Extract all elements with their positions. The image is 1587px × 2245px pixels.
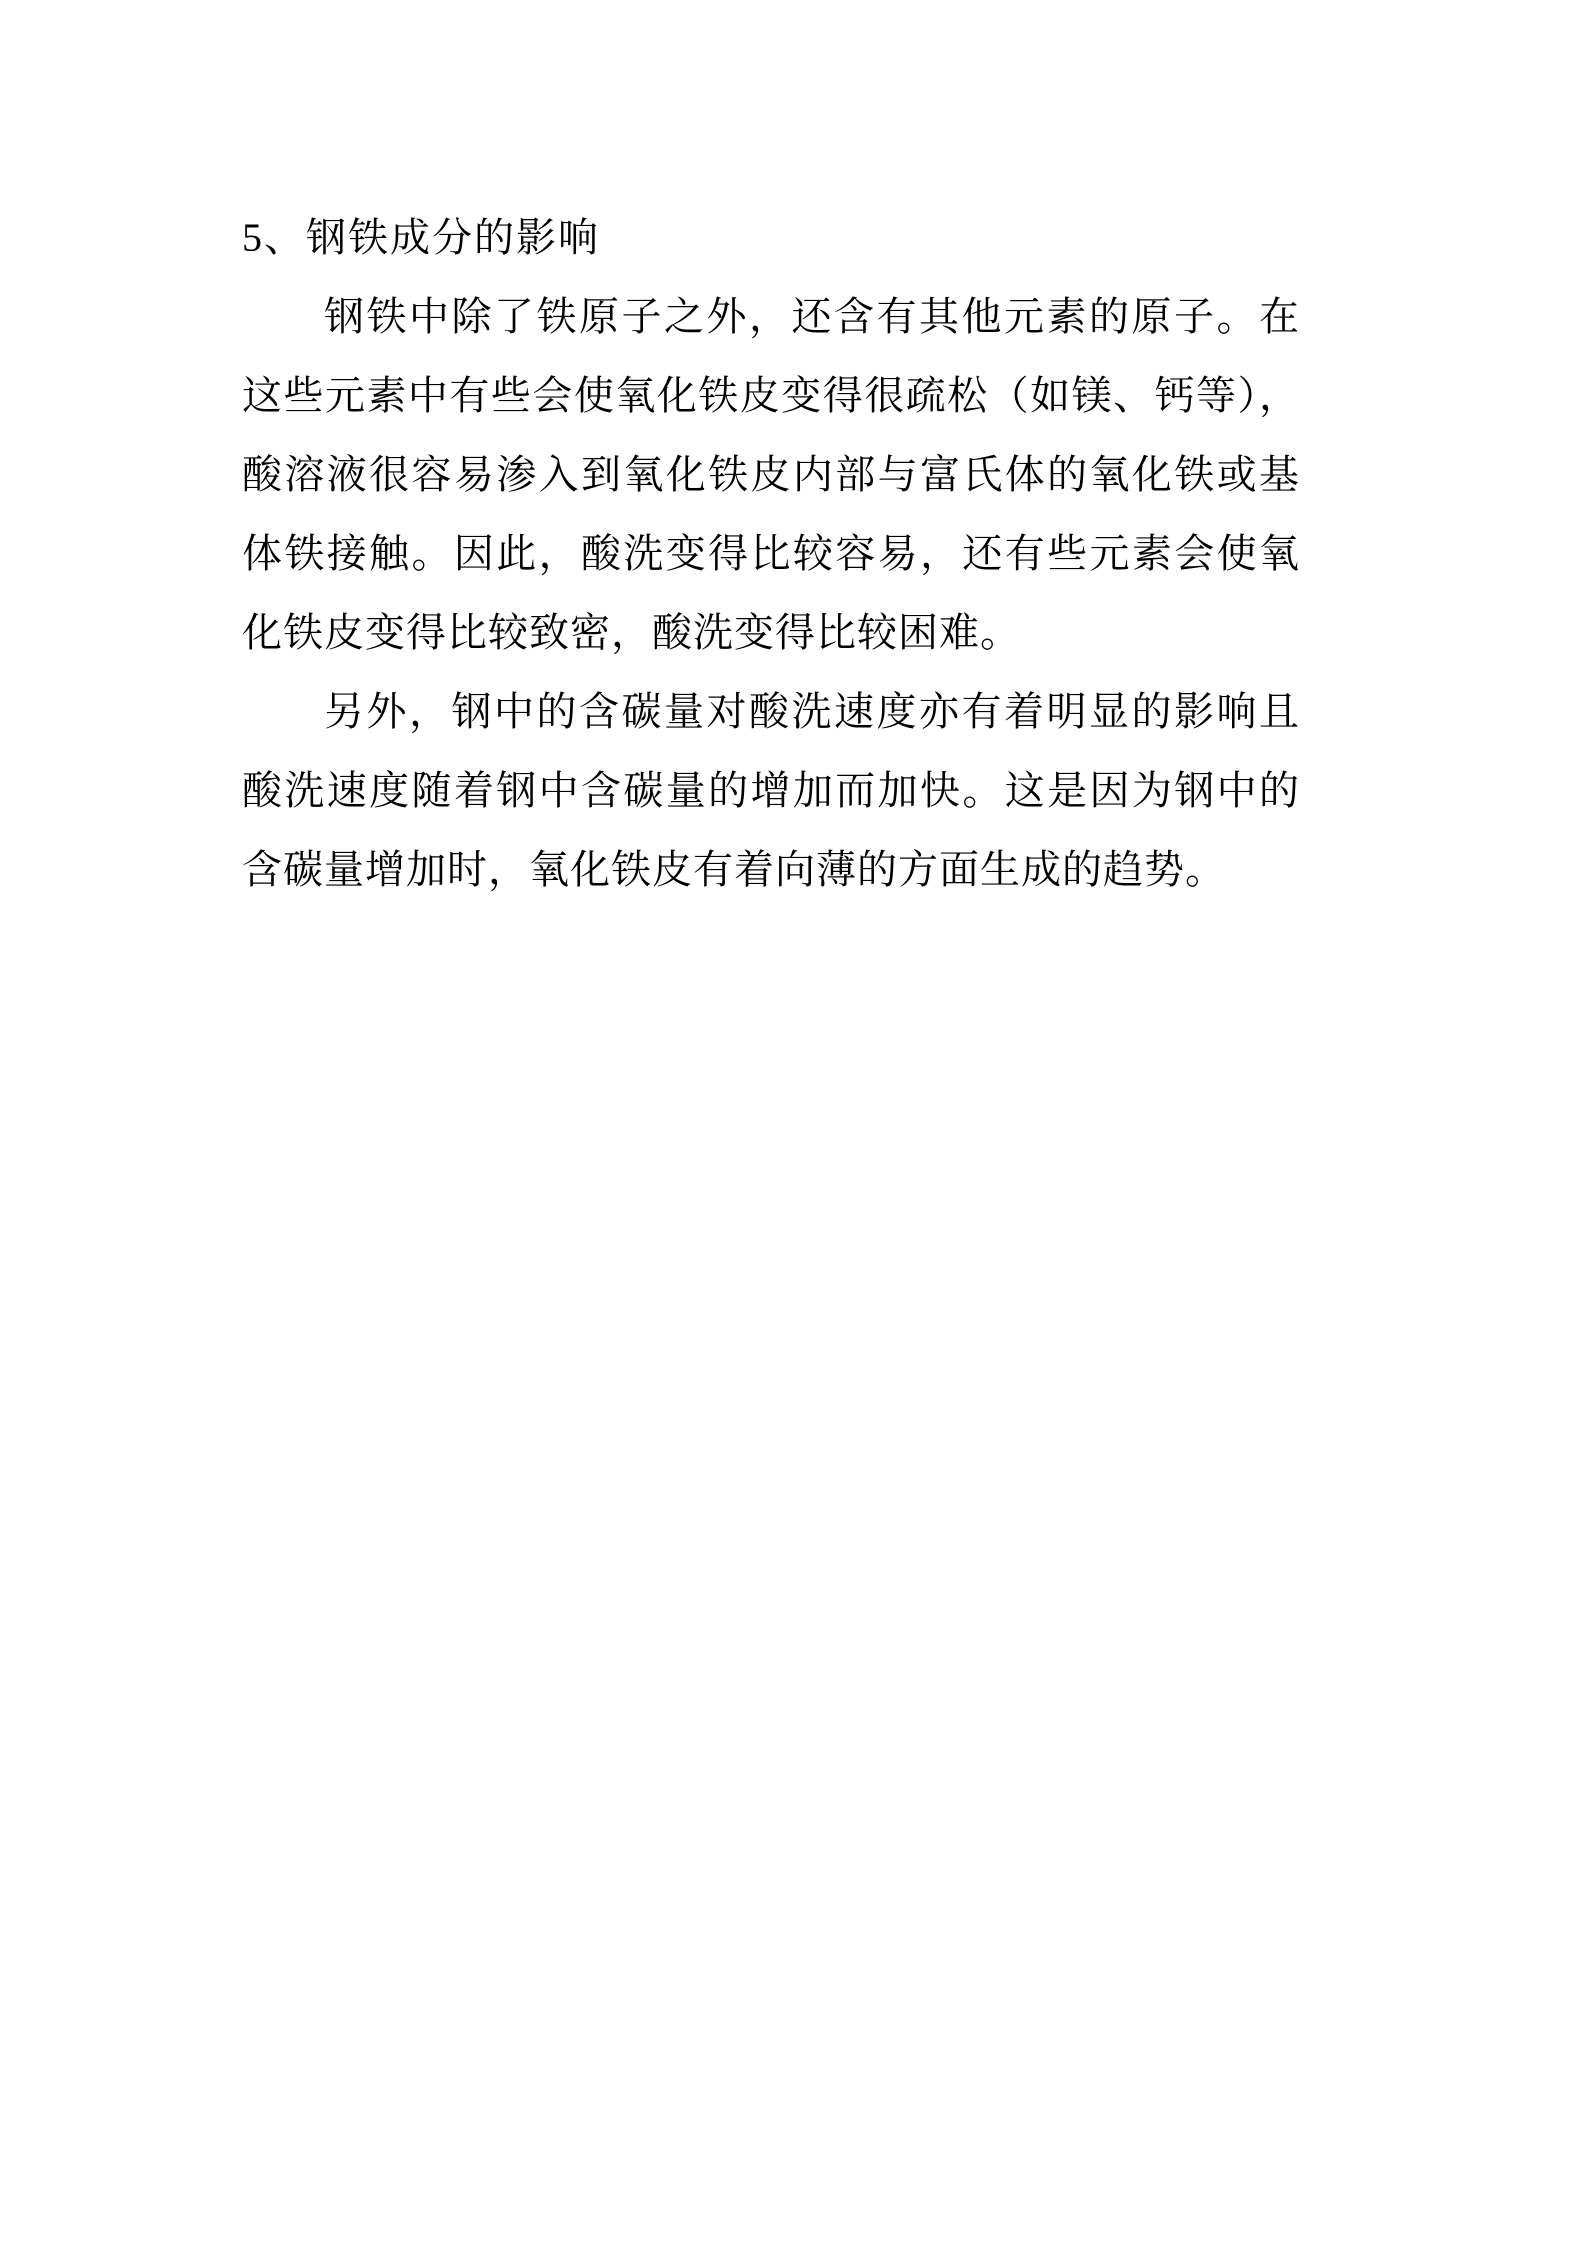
paragraph-line: 钢铁中除了铁原子之外，还含有其他元素的原子。在 [324, 294, 1300, 339]
paragraph-line: 这些元素中有些会使氧化铁皮变得很疏松（如镁、钙等）， [242, 373, 1300, 418]
section-heading: 5、钢铁成分的影响 [242, 215, 600, 260]
paragraph-line: 含碳量增加时，氧化铁皮有着向薄的方面生成的趋势。 [242, 847, 1226, 892]
paragraph-line: 酸溶液很容易渗入到氧化铁皮内部与富氏体的氧化铁或基 [242, 452, 1300, 497]
paragraph [242, 277, 1300, 672]
paragraph [242, 672, 1300, 909]
paragraph-line: 体铁接触。因此，酸洗变得比较容易，还有些元素会使氧 [242, 531, 1300, 576]
paragraph-line: 另外，钢中的含碳量对酸洗速度亦有着明显的影响且 [324, 689, 1300, 734]
document-text-block [242, 198, 1300, 909]
paragraph-line: 酸洗速度随着钢中含碳量的增加而加快。这是因为钢中的 [242, 768, 1300, 813]
paragraph-line: 化铁皮变得比较致密，酸洗变得比较困难。 [242, 610, 1021, 655]
